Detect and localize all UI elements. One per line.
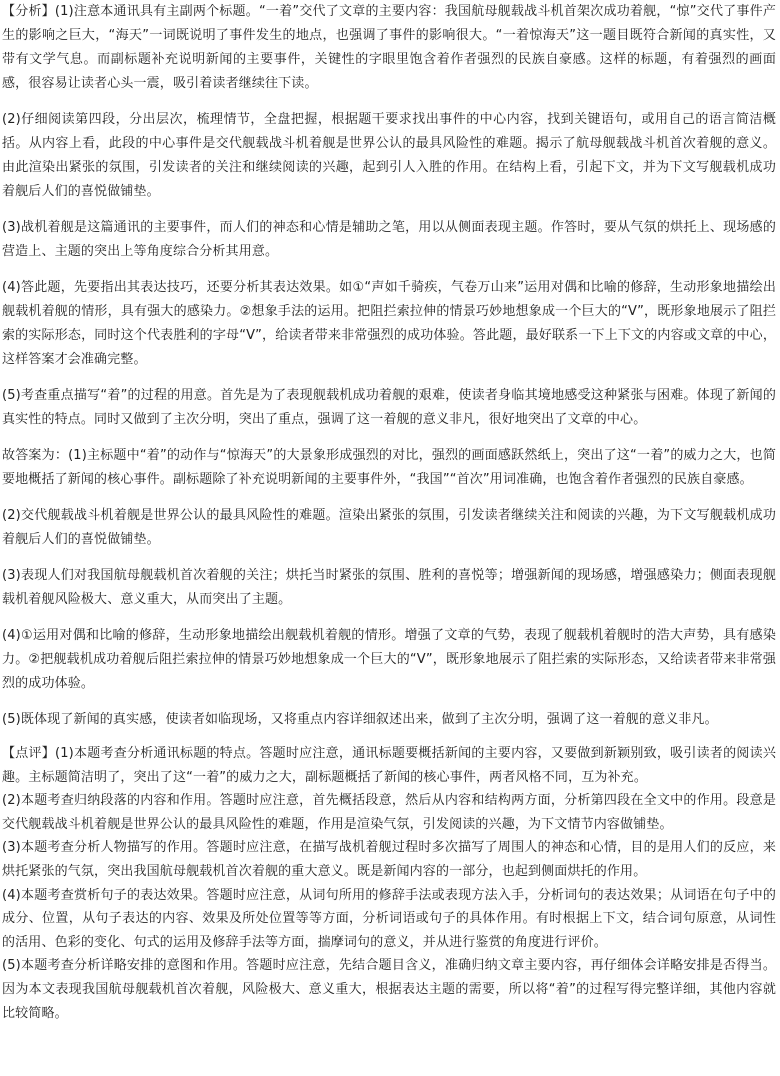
answer-point-4: (4)①运用对偶和比喻的修辞，生动形象地描绘出舰载机着舰的情形。增强了文章的气势，表现了舰载机着舰时的浩大声势，具有感染力。②把舰载机成功着舰后阻拦索拉伸的情景巧妙地想象成一个巨大的“V”，既形象地展示了阻拦索的实际形态，又给读者带来非常强烈的成功体验。 bbox=[2, 628, 776, 691]
review-section bbox=[2, 742, 776, 1025]
review-heading: 【点评】 bbox=[2, 746, 55, 761]
analysis-point-5: (5)考查重点描写“着”的过程的用意。首先是为了表现舰载机成功着舰的艰难，使读者身临其境地感受这种紧张与困难。体现了新闻的真实性的特点。同时又做到了主次分明，突出了重点，强调了这一着舰的意义非凡，很好地突出了文章的中心。 bbox=[2, 388, 776, 427]
analysis-point-4: (4)答此题，先要指出其表达技巧，还要分析其表达效果。如①“声如千骑疾，气卷万山来”运用对偶和比喻的修辞，生动形象地描绘出舰载机着舰的情形，具有强大的感染力。②想象手法的运用。把阻拦索拉伸的情景巧妙地想象成一个巨大的“V”，既形象地展示了阻拦索的实际形态，同时这个代表胜利的字母“V”，给读者带来非常强烈的成功体验。答此题，最好联系一下上下文的内容或文章的中心，这样答案才会准确完整。 bbox=[2, 280, 776, 367]
review-point-2: (2)本题考查归纳段落的内容和作用。答题时应注意，首先概括段意，然后从内容和结构两方面，分析第四段在全文中的作用。段意是交代舰载战斗机着舰是世界公认的最具风险性的难题，作用是渲染气氛，引发阅读的兴趣，为下文情节内容做铺垫。 bbox=[2, 793, 776, 832]
answer-heading: 故答案为： bbox=[2, 448, 69, 463]
analysis-point-3: (3)战机着舰是这篇通讯的主要事件，而人们的神态和心情是辅助之笔，用以从侧面表现主题。作答时，要从气氛的烘托上、现场感的营造上、主题的突出上等角度综合分析其用意。 bbox=[2, 220, 776, 259]
answer-point-2: (2)交代舰载战斗机着舰是世界公认的最具风险性的难题。渲染出紧张的氛围，引发读者继续关注和阅读的兴趣，为下文写舰载机成功着舰后人们的喜悦做铺垫。 bbox=[2, 508, 776, 547]
answer-point-3: (3)表现人们对我国航母舰载机首次着舰的关注；烘托当时紧张的氛围、胜利的喜悦等；增强新闻的现场感，增强感染力；侧面表现舰载机着舰风险极大、意义重大，从而突出了主题。 bbox=[2, 568, 776, 607]
review-point-5: (5)本题考查分析详略安排的意图和作用。答题时应注意，先结合题目含义，准确归纳文章主要内容，再仔细体会详略安排是否得当。因为本文表现我国航母舰载机首次着舰，风险极大、意义重大，根据表达主题的需要，所以将“着”的过程写得完整详细，其他内容就比较简略。 bbox=[2, 958, 776, 1021]
analysis-point-2: (2)仔细阅读第四段，分出层次，梳理情节，全盘把握，根据题干要求找出事件的中心内容，找到关键语句，或用自己的语言简洁概括。从内容上看，此段的中心事件是交代舰载战斗机着舰是世界公认的最具风险性的难题。揭示了航母舰载战斗机首次着舰的意义。由此渲染出紧张的氛围，引发读者的关注和继续阅读的兴趣，起到引人入胜的作用。在结构上看，引起下文，并为下文写舰载机成功着舰后人们的喜悦做铺垫。 bbox=[2, 112, 776, 199]
answer-point-1-text: (1)主标题中“着”的动作与“惊海天”的大景象形成强烈的对比，强烈的画面感跃然纸上，突出了这“一着”的威力之大，也简要地概括了新闻的核心事件。副标题除了补充说明新闻的主要事件外，“我国”“首次”用词准确，也饱含着作者强烈的民族自豪感。 bbox=[2, 448, 776, 487]
answer-point-5: (5)既体现了新闻的真实感，使读者如临现场，又将重点内容详细叙述出来，做到了主次分明，强调了这一着舰的意义非凡。 bbox=[2, 712, 718, 727]
review-point-1-text: (1)本题考查分析通讯标题的特点。答题时应注意，通讯标题要概括新闻的主要内容，又要做到新颖别致，吸引读者的阅读兴趣。主标题简洁明了，突出了这“一着”的威力之大，副标题概括了新闻的核心事件，两者风格不同，互为补充。 bbox=[2, 746, 776, 785]
answer-point-1 bbox=[2, 444, 776, 492]
review-point-4: (4)本题考查赏析句子的表达效果。答题时应注意，从词句所用的修辞手法或表现方法入手，分析词句的表达效果；从词语在句子中的成分、位置，从句子表达的内容、效果及所处位置等等方面，分析词语或句子的具体作用。有时根据上下文，结合词句原意，从词性的活用、色彩的变化、句式的运用及修辞手法等方面，揣摩词句的意义，并从进行鉴赏的角度进行评价。 bbox=[2, 887, 776, 950]
review-point-1 bbox=[2, 742, 776, 789]
analysis-point-1 bbox=[2, 0, 776, 96]
analysis-heading: 【分析】 bbox=[2, 4, 55, 19]
review-point-3: (3)本题考查分析人物描写的作用。答题时应注意，在描写战机着舰过程时多次描写了周围人的神态和心情，目的是用人们的反应，来烘托紧张的气氛，突出我国航母舰载机首次着舰的重大意义。既是新闻内容的一部分，也起到侧面烘托的作用。 bbox=[2, 840, 776, 879]
analysis-point-1-text: (1)注意本通讯具有主副两个标题。“一着”交代了文章的主要内容：我国航母舰载战斗机首架次成功着舰，“惊”交代了事件产生的影响之巨大，“海天”一词既说明了事件发生的地点，也强调了事件的影响很大。“一着惊海天”这一题目既符合新闻的真实性，又带有文学气息。而副标题补充说明新闻的主要事件，关键性的字眼里饱含着作者强烈的民族自豪感。这样的标题，有着强烈的画面感，很容易让读者心头一震，吸引着读者继续往下读。 bbox=[2, 4, 776, 91]
